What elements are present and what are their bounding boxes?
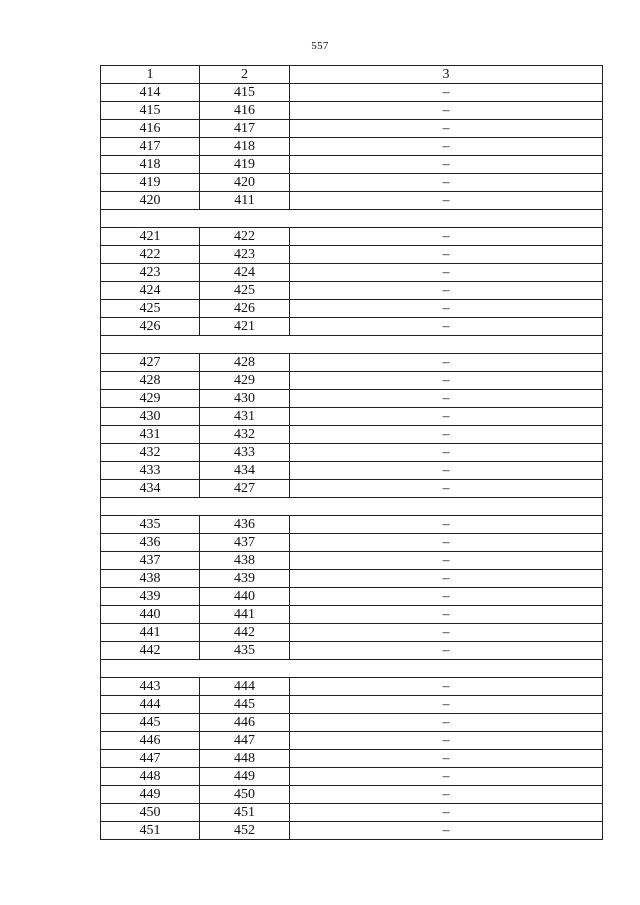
separator-cell [101,336,603,354]
cell-col-3: – [290,786,603,804]
cell-col-2: 431 [200,408,290,426]
cell-col-2: 448 [200,750,290,768]
cell-col-3: – [290,426,603,444]
table-row [101,426,603,444]
separator-cell [101,660,603,678]
cell-col-3: – [290,372,603,390]
cell-col-3: – [290,768,603,786]
table-row [101,732,603,750]
cell-col-3: – [290,588,603,606]
cell-col-3: – [290,444,603,462]
cell-col-1: 437 [101,552,200,570]
table-row [101,570,603,588]
cell-col-1: 450 [101,804,200,822]
table-row [101,174,603,192]
cell-col-1: 422 [101,246,200,264]
cell-col-2: 444 [200,678,290,696]
cell-col-1: 446 [101,732,200,750]
cell-col-1: 430 [101,408,200,426]
cell-col-3: – [290,822,603,840]
table-row [101,192,603,210]
cell-col-1: 415 [101,102,200,120]
cell-col-1: 441 [101,624,200,642]
cell-col-1: 442 [101,642,200,660]
header-cell-2: 2 [200,66,290,84]
cell-col-2: 423 [200,246,290,264]
cell-col-3: – [290,642,603,660]
table-row [101,372,603,390]
cell-col-1: 421 [101,228,200,246]
cell-col-1: 426 [101,318,200,336]
cell-col-3: – [290,750,603,768]
cell-col-3: – [290,390,603,408]
table-row [101,786,603,804]
cell-col-3: – [290,246,603,264]
cell-col-1: 414 [101,84,200,102]
cell-col-3: – [290,534,603,552]
table-header-row [101,66,603,84]
cell-col-1: 436 [101,534,200,552]
table-row [101,228,603,246]
cell-col-3: – [290,678,603,696]
cell-col-3: – [290,156,603,174]
cell-col-2: 430 [200,390,290,408]
cell-col-1: 435 [101,516,200,534]
cell-col-1: 419 [101,174,200,192]
cell-col-3: – [290,480,603,498]
table-row [101,444,603,462]
cell-col-3: – [290,102,603,120]
cell-col-1: 427 [101,354,200,372]
table-row [101,390,603,408]
table-row [101,408,603,426]
table-row [101,462,603,480]
cell-col-2: 424 [200,264,290,282]
cell-col-3: – [290,408,603,426]
cell-col-2: 417 [200,120,290,138]
cell-col-3: – [290,354,603,372]
cell-col-2: 436 [200,516,290,534]
cell-col-3: – [290,120,603,138]
cell-col-3: – [290,282,603,300]
cell-col-1: 423 [101,264,200,282]
cell-col-1: 444 [101,696,200,714]
cell-col-3: – [290,570,603,588]
cell-col-3: – [290,174,603,192]
table-row [101,804,603,822]
cell-col-2: 420 [200,174,290,192]
cell-col-2: 439 [200,570,290,588]
table-row [101,138,603,156]
table-row [101,552,603,570]
cell-col-2: 425 [200,282,290,300]
cell-col-3: – [290,606,603,624]
cell-col-1: 438 [101,570,200,588]
table-row [101,102,603,120]
table-row [101,714,603,732]
cell-col-2: 451 [200,804,290,822]
cell-col-2: 422 [200,228,290,246]
page-number: 557 [311,40,329,52]
cell-col-2: 411 [200,192,290,210]
table-row [101,246,603,264]
cell-col-1: 445 [101,714,200,732]
table-row [101,768,603,786]
data-table [100,65,603,840]
cell-col-2: 428 [200,354,290,372]
cell-col-1: 433 [101,462,200,480]
cell-col-2: 435 [200,642,290,660]
cell-col-1: 449 [101,786,200,804]
cell-col-3: – [290,138,603,156]
cell-col-2: 438 [200,552,290,570]
cell-col-2: 415 [200,84,290,102]
table-row [101,84,603,102]
cell-col-3: – [290,228,603,246]
table-row [101,588,603,606]
cell-col-2: 447 [200,732,290,750]
cell-col-1: 439 [101,588,200,606]
cell-col-2: 450 [200,786,290,804]
table-row [101,354,603,372]
cell-col-2: 445 [200,696,290,714]
header-cell-1: 1 [101,66,200,84]
cell-col-1: 434 [101,480,200,498]
cell-col-1: 418 [101,156,200,174]
cell-col-3: – [290,192,603,210]
cell-col-3: – [290,624,603,642]
cell-col-1: 447 [101,750,200,768]
cell-col-1: 448 [101,768,200,786]
cell-col-3: – [290,462,603,480]
table-row [101,822,603,840]
table-row [101,264,603,282]
group-separator-row [101,660,603,678]
cell-col-3: – [290,318,603,336]
table-row [101,750,603,768]
cell-col-3: – [290,732,603,750]
cell-col-3: – [290,714,603,732]
cell-col-2: 449 [200,768,290,786]
table-row [101,318,603,336]
cell-col-1: 420 [101,192,200,210]
group-separator-row [101,210,603,228]
cell-col-2: 419 [200,156,290,174]
cell-col-1: 451 [101,822,200,840]
cell-col-1: 432 [101,444,200,462]
cell-col-3: – [290,516,603,534]
cell-col-1: 443 [101,678,200,696]
cell-col-2: 416 [200,102,290,120]
cell-col-1: 429 [101,390,200,408]
table-row [101,156,603,174]
cell-col-2: 427 [200,480,290,498]
cell-col-3: – [290,84,603,102]
cell-col-2: 429 [200,372,290,390]
cell-col-2: 432 [200,426,290,444]
table-row [101,642,603,660]
cell-col-3: – [290,264,603,282]
table-row [101,300,603,318]
cell-col-2: 446 [200,714,290,732]
cell-col-2: 437 [200,534,290,552]
table-row [101,696,603,714]
table-body [101,66,603,840]
cell-col-3: – [290,300,603,318]
group-separator-row [101,336,603,354]
table-row [101,480,603,498]
table-row [101,516,603,534]
cell-col-2: 426 [200,300,290,318]
table-row [101,678,603,696]
cell-col-2: 421 [200,318,290,336]
table-row [101,624,603,642]
table-row [101,606,603,624]
group-separator-row [101,498,603,516]
separator-cell [101,210,603,228]
cell-col-3: – [290,696,603,714]
header-cell-3: 3 [290,66,603,84]
cell-col-2: 441 [200,606,290,624]
cell-col-2: 452 [200,822,290,840]
cell-col-1: 431 [101,426,200,444]
cell-col-1: 417 [101,138,200,156]
cell-col-2: 418 [200,138,290,156]
cell-col-1: 416 [101,120,200,138]
separator-cell [101,498,603,516]
cell-col-2: 442 [200,624,290,642]
cell-col-1: 425 [101,300,200,318]
cell-col-1: 424 [101,282,200,300]
cell-col-3: – [290,552,603,570]
cell-col-3: – [290,804,603,822]
table-row [101,282,603,300]
table-row [101,534,603,552]
cell-col-1: 440 [101,606,200,624]
cell-col-2: 433 [200,444,290,462]
table-row [101,120,603,138]
cell-col-2: 434 [200,462,290,480]
cell-col-2: 440 [200,588,290,606]
cell-col-1: 428 [101,372,200,390]
